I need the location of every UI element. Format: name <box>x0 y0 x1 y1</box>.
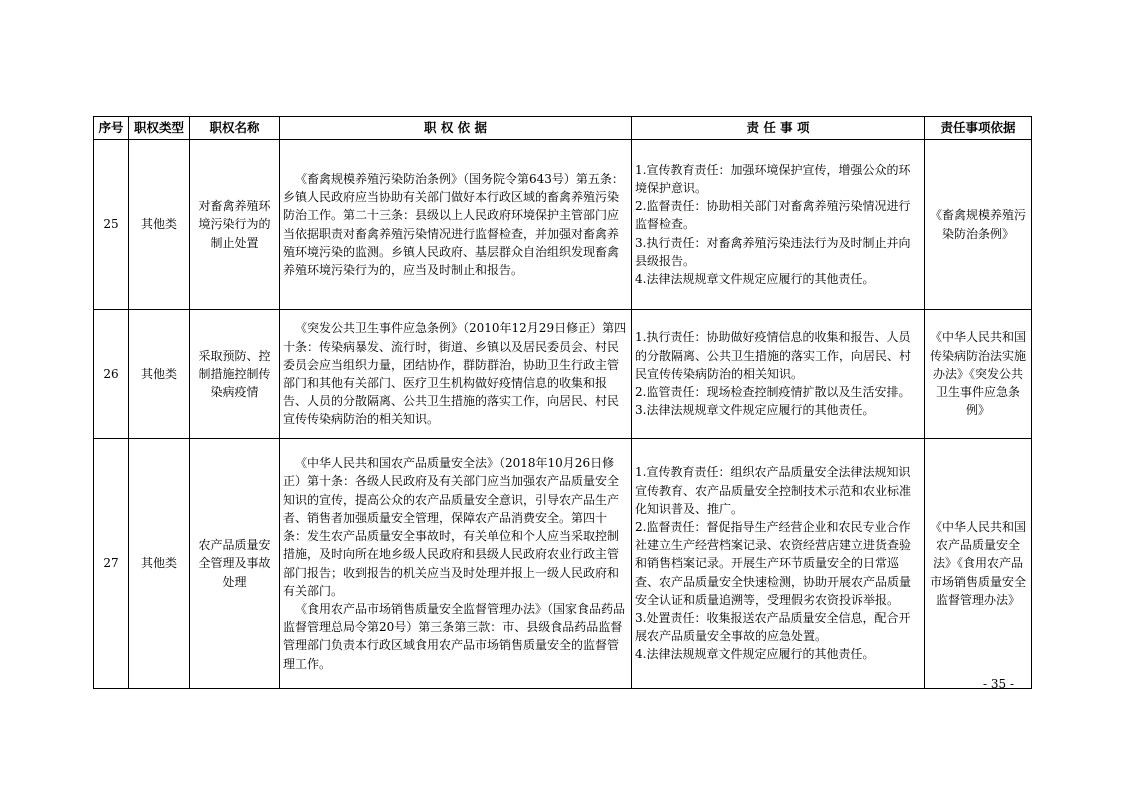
row-name: 对畜禽养殖环境污染行为的制止处置 <box>190 140 280 310</box>
duty-item: 3.执行责任：对畜禽养殖污染违法行为及时制止并向县级报告。 <box>635 235 911 268</box>
basis-paragraph: 《畜禽规模养殖污染防治条例》（国务院令第643号）第五条：乡镇人民政府应当协助有关部门做好本行政区域的畜禽养殖污染防治工作。第二十三条：县级以上人民政府环境保护主管部门应当依据职责对畜禽养殖污染情况进行监督检查，并加强对畜禽养殖环境污染的监测。乡镇人民政府、基层群众自治组织发现畜禽养殖环境污染行为的，应当及时制止和报告。 <box>283 171 624 277</box>
row-type: 其他类 <box>129 439 190 689</box>
duty-item: 1.宣传教育责任：组织农产品质量安全法律法规知识宣传教育、农产品质量安全控制技术示范和农业标准化知识普及、推广。 <box>635 465 912 516</box>
row-name: 采取预防、控制措施控制传染病疫情 <box>190 310 280 439</box>
duty-item: 4.法律法规规章文件规定应履行的其他责任。 <box>635 272 875 286</box>
page-number: - 35 - <box>983 677 1015 691</box>
row-duty-basis: 《中华人民共和国传染病防治法实施办法》《突发公共卫生事件应急条例》 <box>925 310 1032 439</box>
duty-item: 2.监管责任：现场检查控制疫情扩散以及生活安排。 <box>635 385 911 400</box>
table-row <box>94 310 1032 439</box>
row-duty-basis: 《中华人民共和国农产品质量安全法》《食用农产品市场销售质量安全监督管理办法》 <box>925 439 1032 689</box>
row-basis <box>280 310 632 439</box>
row-no: 25 <box>94 140 129 310</box>
row-type: 其他类 <box>129 140 190 310</box>
header-basis: 职 权 依 据 <box>280 117 632 140</box>
row-duty-basis: 《畜禽规模养殖污染防治条例》 <box>925 140 1032 310</box>
header-duty-basis: 责任事项依据 <box>925 117 1032 140</box>
table-header-row <box>94 117 1032 140</box>
row-name: 农产品质量安全管理及事故处理 <box>190 439 280 689</box>
duty-item: 3.处置责任：收集报送农产品质量安全信息，配合开展农产品质量安全事故的应急处置。 <box>635 611 911 644</box>
row-no: 27 <box>94 439 129 689</box>
basis-paragraph: 《食用农产品市场销售质量安全监督管理办法》（国家食品药品监督管理总局令第20号）第三条第三款：市、县级食品药品监督管理部门负责本行政区域食用农产品市场销售质量安全的监督管理工作。 <box>283 601 626 671</box>
row-basis <box>280 439 632 689</box>
duty-item: 1.宣传教育责任：加强环境保护宣传，增强公众的环境保护意识。 <box>635 162 911 195</box>
row-type: 其他类 <box>129 310 190 439</box>
row-duties <box>632 439 925 689</box>
authority-table <box>93 116 1032 689</box>
header-no: 序号 <box>94 117 129 140</box>
duty-item: 1.执行责任：协助做好疫情信息的收集和报告、人员的分散隔离、公共卫生措施的落实工作，向居民、村民宣传传染病防治的相关知识。 <box>635 330 912 381</box>
duty-item: 4.法律法规规章文件规定应履行的其他责任。 <box>635 647 875 662</box>
header-name: 职权名称 <box>190 117 280 140</box>
row-duties <box>632 310 925 439</box>
duty-item: 2.监督责任：督促指导生产经营企业和农民专业合作社建立生产经营档案记录、农资经营店建立进货查验和销售档案记录。开展生产环节质量安全的日常巡查、农产品质量安全快速检测，协助开展农产品质量安全认证和质量追溯等，受理假劣农资投诉举报。 <box>635 519 912 607</box>
header-duties: 责 任 事 项 <box>632 117 925 140</box>
header-type: 职权类型 <box>129 117 190 140</box>
basis-paragraph: 《突发公共卫生事件应急条例》（2010年12月29日修正）第四十条：传染病暴发、流行时，街道、乡镇以及居民委员会、村民委员会应当组织力量，团结协作，群防群治，协助卫生行政主管部门和其他有关部门、医疗卫生机构做好疫情信息的收集和报告、人员的分散隔离、公共卫生措施的落实工作，向居民、村民宣传传染病防治的相关知识。 <box>283 321 627 427</box>
duty-item: 2.监督责任：协助相关部门对畜禽养殖污染情况进行监督检查。 <box>635 199 911 232</box>
duty-item: 3.法律法规规章文件规定应履行的其他责任。 <box>635 403 875 418</box>
row-no: 26 <box>94 310 129 439</box>
table-row <box>94 140 1032 310</box>
basis-paragraph: 《中华人民共和国农产品质量安全法》（2018年10月26日修正）第十条：各级人民政府及有关部门应当加强农产品质量安全知识的宣传，提高公众的农产品质量安全意识，引导农产品生产者、销售者加强质量安全管理，保障农产品消费安全。第四十条：发生农产品质量安全事故时，有关单位和个人应当采取控制措施，及时向所在地乡级人民政府和县级人民政府农业行政主管部门报告；收到报告的机关应当及时处理并报上一级人民政府和有关部门。 <box>283 456 620 598</box>
table-row <box>94 439 1032 689</box>
row-basis <box>280 140 632 310</box>
row-duties <box>632 140 925 310</box>
